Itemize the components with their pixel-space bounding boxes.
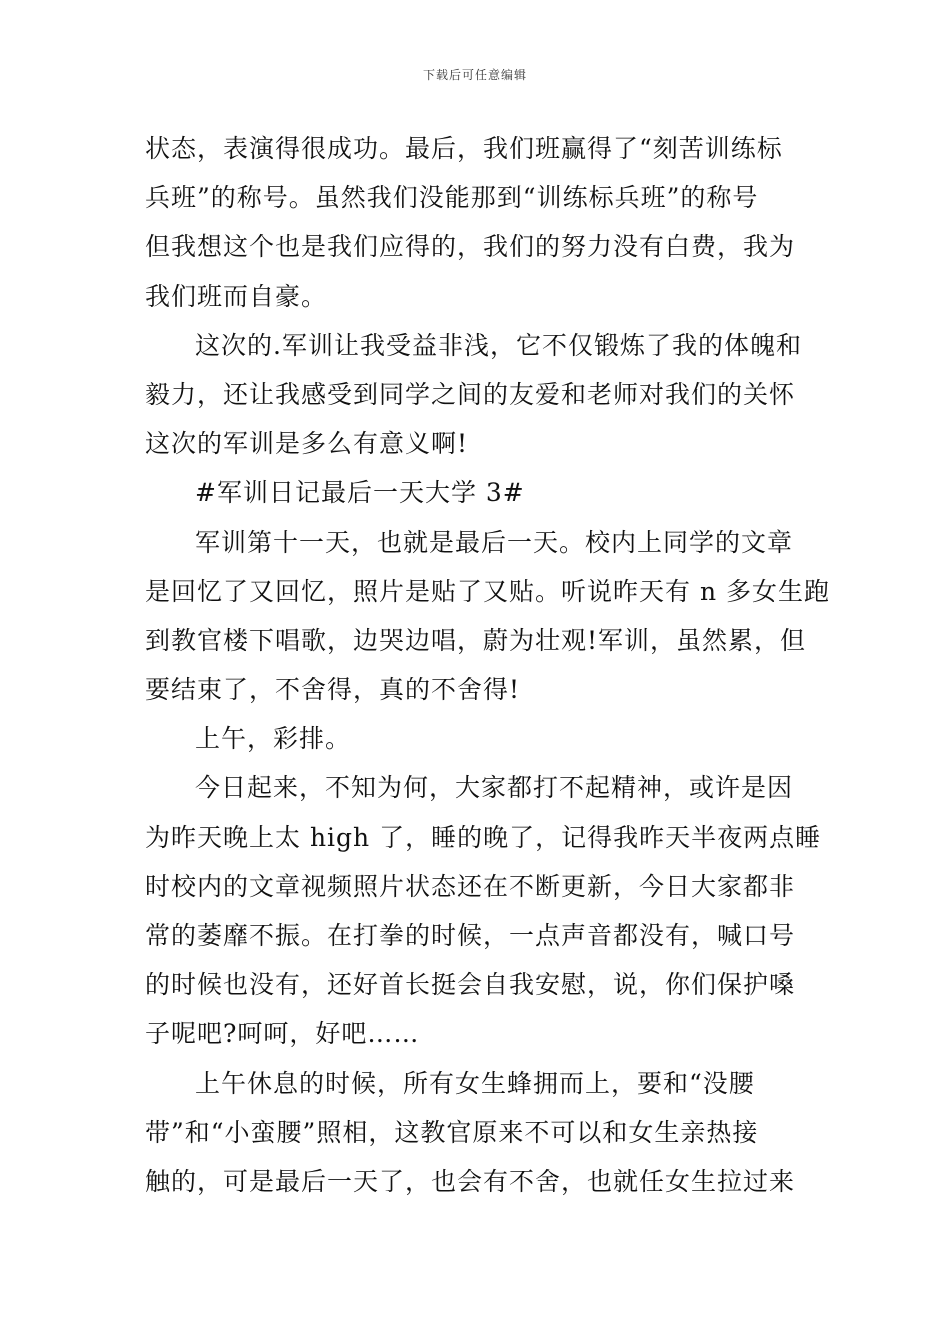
text-line: 带”和“小蛮腰”照相，这教官原来不可以和女生亲热接 — [145, 1117, 759, 1147]
text-line: 但我想这个也是我们应得的，我们的努力没有白费，我为 — [145, 232, 796, 262]
text-line: 状态，表演得很成功。最后，我们班赢得了“刻苦训练标 — [145, 134, 783, 163]
text-line: 常的萎靡不振。在打拳的时候，一点声音都没有，喊口号 — [145, 921, 796, 950]
text-line: 兵班”的称号。虽然我们没能那到“训练标兵班”的称号 — [145, 183, 759, 213]
text-line: 到教官楼下唱歌，边哭边唱，蔚为壮观!军训，虽然累，但 — [145, 625, 807, 655]
paragraph-start-line: 今日起来，不知为何，大家都打不起精神，或许是因 — [195, 773, 794, 803]
paragraph-start-line: 上午，彩排。 — [195, 724, 352, 754]
paragraph-start-line: 军训第十一天，也就是最后一天。校内上同学的文章 — [195, 527, 794, 557]
text-line: 这次的军训是多么有意义啊! — [145, 429, 469, 459]
section-heading: #军训日记最后一天大学 3# — [195, 478, 525, 508]
paragraph-start-line: 上午休息的时候，所有女生蜂拥而上，要和“没腰 — [195, 1068, 755, 1098]
text-line: 为昨天晚上太 high 了，睡的晚了，记得我昨天半夜两点睡 — [145, 822, 822, 852]
text-line: 我们班而自豪。 — [145, 281, 328, 311]
text-line: 要结束了，不舍得，真的不舍得! — [145, 675, 521, 705]
text-line: 时校内的文章视频照片状态还在不断更新，今日大家都非 — [145, 871, 796, 901]
text-line: 触的，可是最后一天了，也会有不舍，也就任女生拉过来 — [145, 1166, 796, 1196]
page-header: 下载后可任意编辑 — [422, 68, 527, 82]
paragraph-start-line: 这次的.军训让我受益非浅，它不仅锻炼了我的体魄和 — [195, 330, 802, 360]
text-line: 是回忆了又回忆，照片是贴了又贴。听说昨天有 n 多女生跑 — [145, 576, 830, 606]
text-line: 子呢吧?呵呵，好吧…… — [145, 1019, 420, 1049]
document-body — [145, 124, 830, 1206]
text-line: 毅力，还让我感受到同学之间的友爱和老师对我们的关怀 — [145, 379, 796, 409]
text-line: 的时候也没有，还好首长挺会自我安慰，说，你们保护嗓 — [145, 970, 796, 1000]
